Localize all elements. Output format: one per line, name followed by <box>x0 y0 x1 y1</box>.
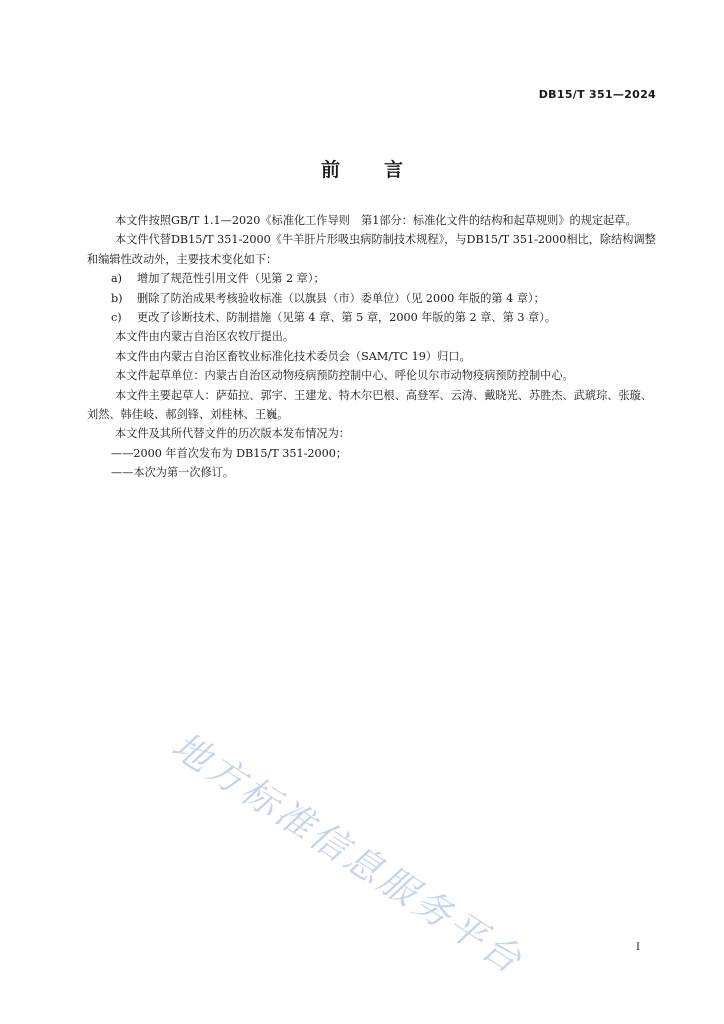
list-item-text: 增加了规范性引用文件（见第 2 章）； <box>137 272 325 286</box>
paragraph-drafters: 本文件主要起草人：萨茹拉、郭宇、王建龙、特木尔巴根、高登军、云涛、戴晓光、苏胜杰、武琥琮、张璇、刘然、韩佳岐、郝剑锋、刘桂林、王巍。 <box>87 388 653 422</box>
page-title <box>0 155 724 182</box>
list-item-label: c) <box>111 311 122 325</box>
paragraph-proposer: 本文件由内蒙古自治区农牧厅提出。 <box>115 330 295 344</box>
list-item-text: 更改了诊断技术、防制措施（见第 4 章、第 5 章，2000 年版的第 2 章、第 3 章）。 <box>137 311 556 325</box>
title-char-2: 言 <box>384 159 404 181</box>
list-item-label: a) <box>111 272 123 286</box>
page-number: I <box>636 942 640 953</box>
paragraph-history-intro: 本文件及其所代替文件的历次版本发布情况为： <box>115 427 350 441</box>
paragraph-drafting-rules: 本文件按照GB/T 1.1—2020《标准化工作导则 第1部分：标准化文件的结构和起草规则》的规定起草。 <box>115 214 637 227</box>
list-item <box>87 269 657 288</box>
list-item-text: 删除了防治成果考核验收标准（以旗县（市）委单位）（见 2000 年版的第 4 章）； <box>137 291 545 305</box>
paragraph-drafting-units: 本文件起草单位：内蒙古自治区动物疫病预防控制中心、呼伦贝尔市动物疫病预防控制中心。 <box>115 369 574 383</box>
watermark: 地方标准信息服务平台 <box>164 723 532 984</box>
document-code: DB15/T 351—2024 <box>538 88 656 101</box>
list-item <box>87 308 657 327</box>
history-item: ——本次为第一次修订。 <box>111 466 235 480</box>
title-char-1: 前 <box>320 159 340 181</box>
foreword-body <box>87 211 657 483</box>
list-item <box>87 289 657 308</box>
paragraph-committee: 本文件由内蒙古自治区畜牧业标准化技术委员会（SAM/TC 19）归口。 <box>115 349 471 363</box>
paragraph-replacement: 本文件代替DB15/T 351-2000《牛羊肝片形吸虫病防制技术规程》，与DB15/T 351-2000相比，除结构调整和编辑性改动外，主要技术变化如下： <box>87 233 656 266</box>
list-item-label: b) <box>111 291 123 305</box>
history-item: ——2000 年首次发布为 DB15/T 351-2000； <box>111 446 348 460</box>
